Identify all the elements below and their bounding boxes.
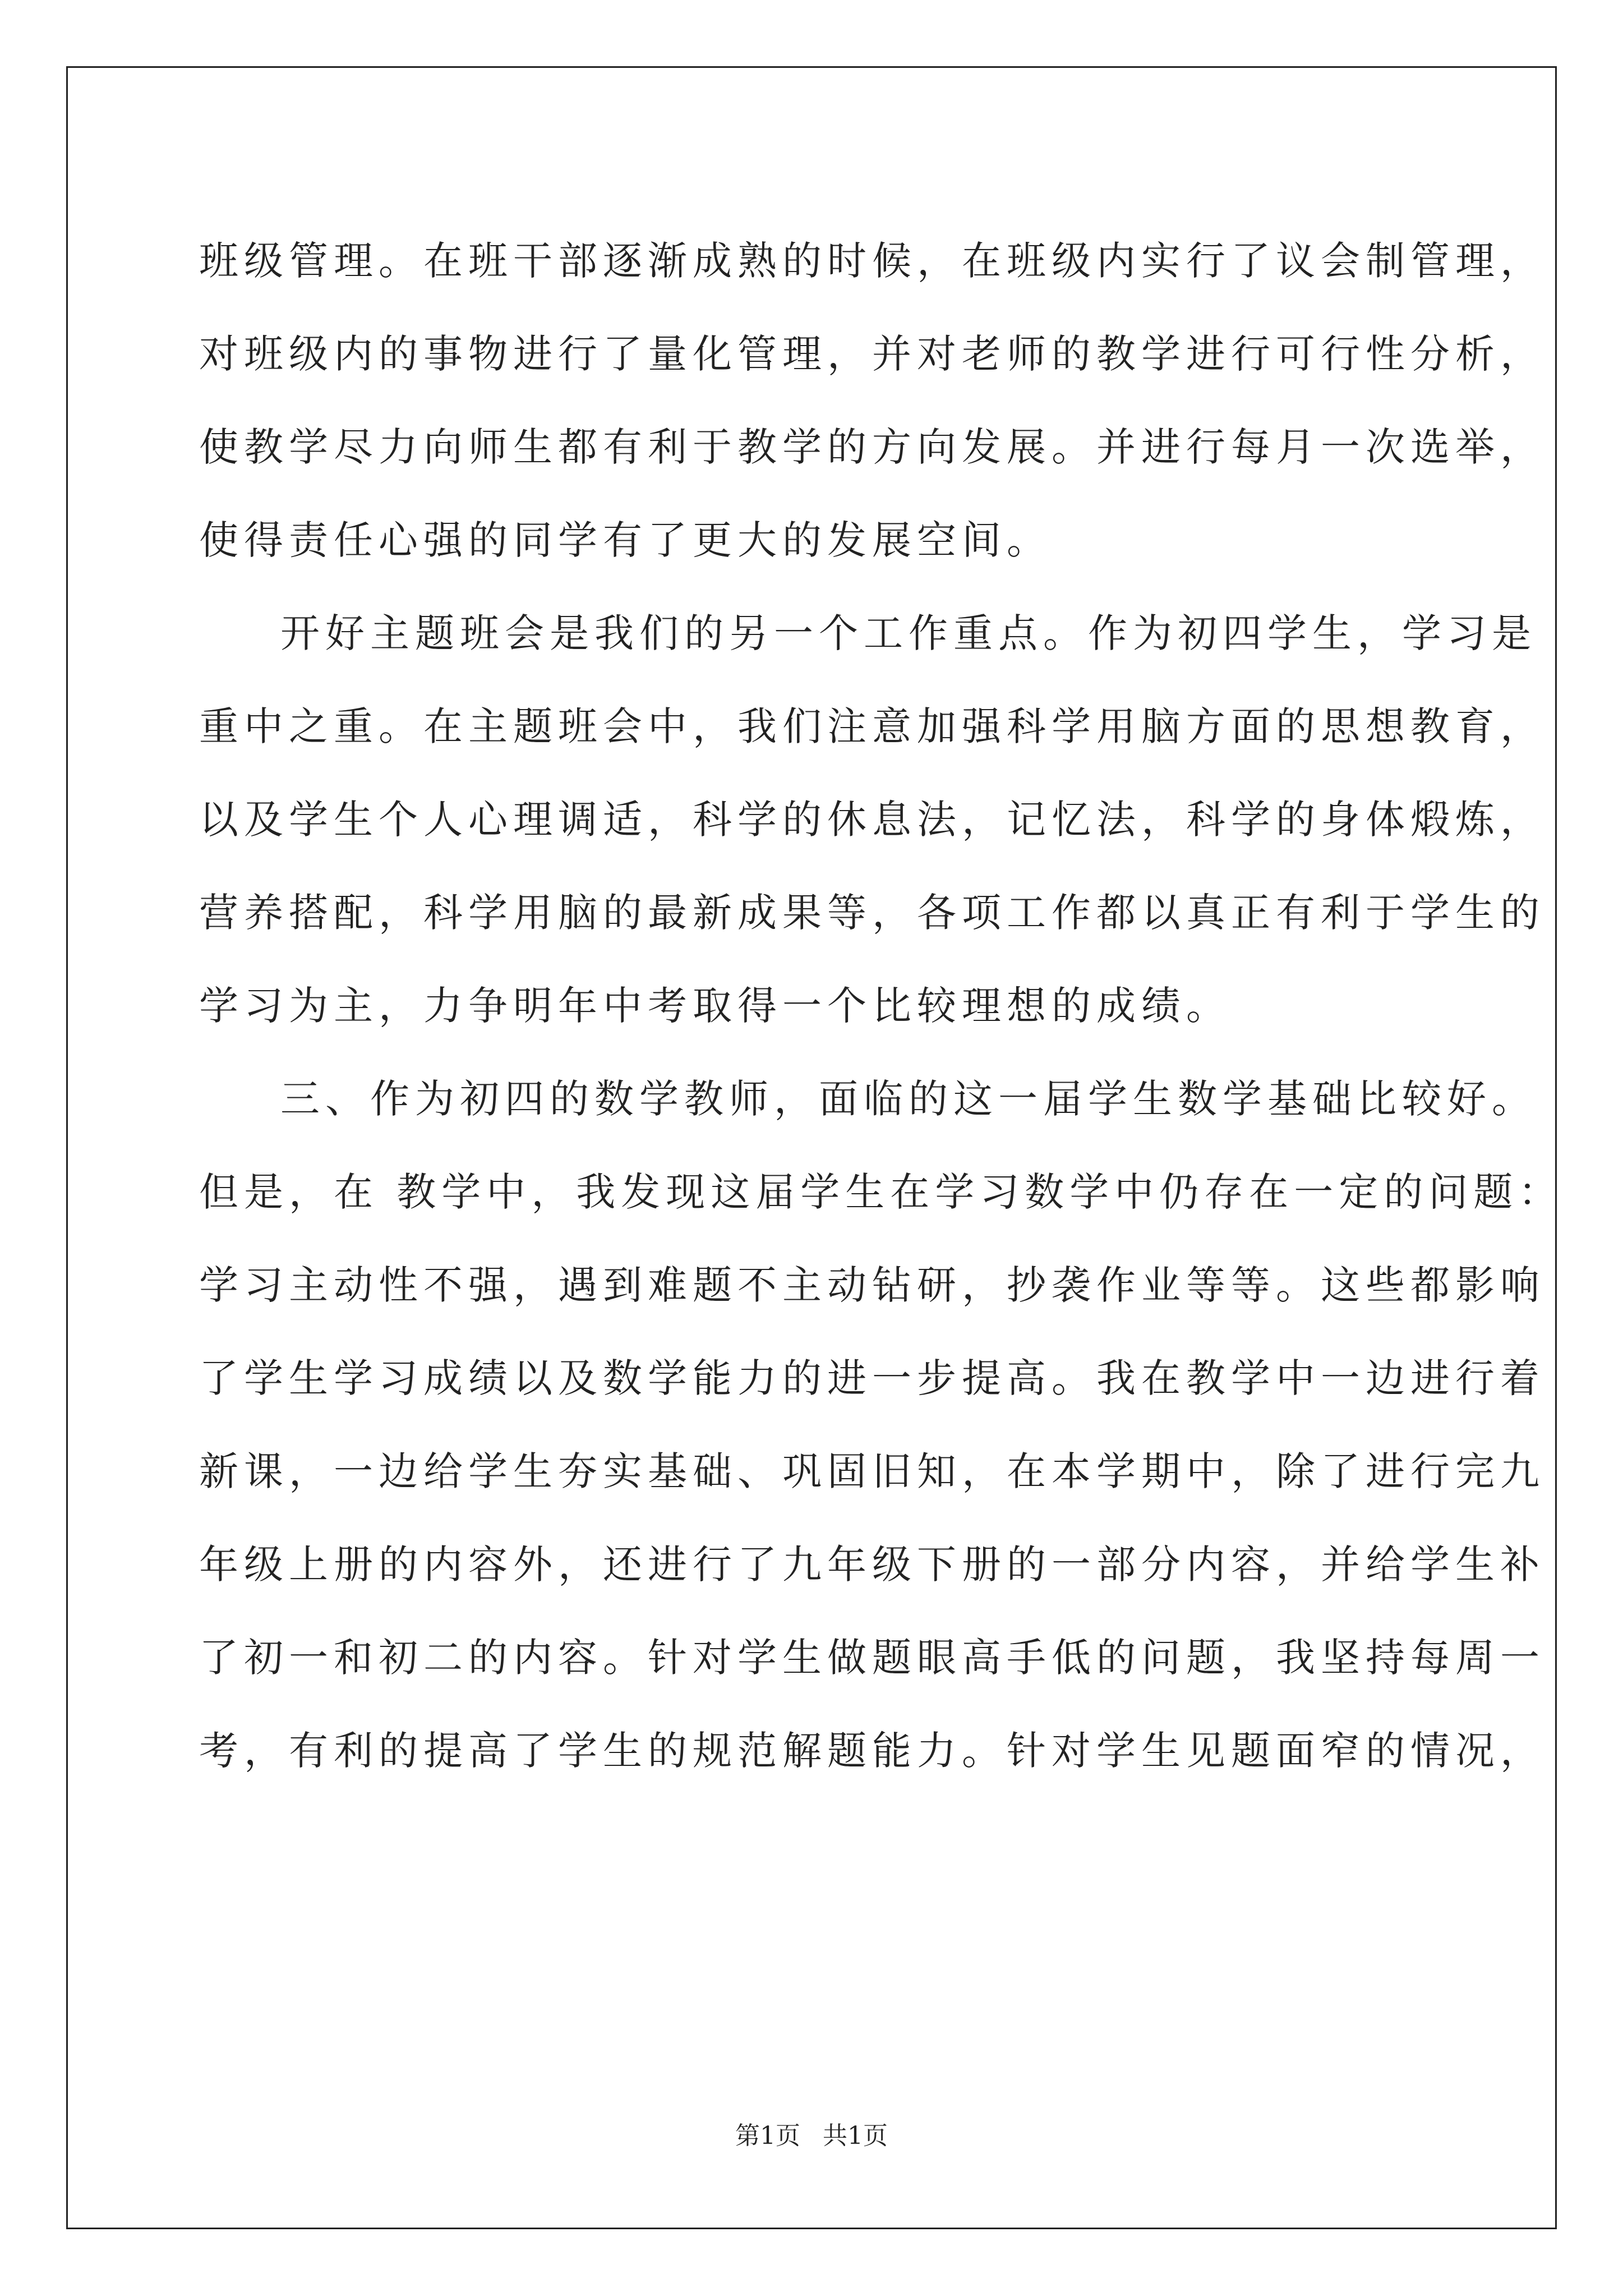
text-line: 重中之重。在主题班会中，我们注意加强科学用脑方面的思想教育，: [199, 703, 1545, 749]
text-line: 了初一和初二的内容。针对学生做题眼高手低的问题，我坚持每周一: [199, 1635, 1545, 1681]
page-number-current: 第1页: [735, 2122, 800, 2150]
page-footer: [0, 2119, 1623, 2153]
text-line: 班级管理。在班干部逐渐成熟的时候，在班级内实行了议会制管理，: [199, 238, 1545, 284]
text-line: 学习主动性不强，遇到难题不主动钻研，抄袭作业等等。这些都影响: [199, 1262, 1545, 1308]
document-body: [199, 214, 1564, 1797]
text-line: 使教学尽力向师生都有利于教学的方向发展。并进行每月一次选举，: [199, 424, 1545, 470]
text-line: 营养搭配，科学用脑的最新成果等，各项工作都以真正有利于学生的: [199, 890, 1545, 936]
text-line: 以及学生个人心理调适，科学的休息法，记忆法，科学的身体煅炼，: [199, 797, 1545, 843]
text-line: 对班级内的事物进行了量化管理，并对老师的教学进行可行性分析，: [199, 331, 1545, 377]
paragraph-start-line: 三、作为初四的数学教师，面临的这一届学生数学基础比较好。: [280, 1076, 1537, 1122]
text-line: 但是，在 教学中，我发现这届学生在学习数学中仍存在一定的问题：: [199, 1169, 1564, 1215]
paragraph-start-line: 开好主题班会是我们的另一个工作重点。作为初四学生，学习是: [280, 610, 1537, 656]
text-line: 新课，一边给学生夯实基础、巩固旧知，在本学期中，除了进行完九: [199, 1448, 1545, 1494]
page-number-total: 共1页: [823, 2122, 888, 2150]
text-line: 使得责任心强的同学有了更大的发展空间。: [199, 517, 1052, 563]
text-line: 学习为主，力争明年中考取得一个比较理想的成绩。: [199, 983, 1231, 1029]
text-line: 考，有利的提高了学生的规范解题能力。针对学生见题面窄的情况，: [199, 1728, 1545, 1774]
text-line: 年级上册的内容外，还进行了九年级下册的一部分内容，并给学生补: [199, 1542, 1545, 1588]
text-line: 了学生学习成绩以及数学能力的进一步提高。我在教学中一边进行着: [199, 1355, 1545, 1401]
